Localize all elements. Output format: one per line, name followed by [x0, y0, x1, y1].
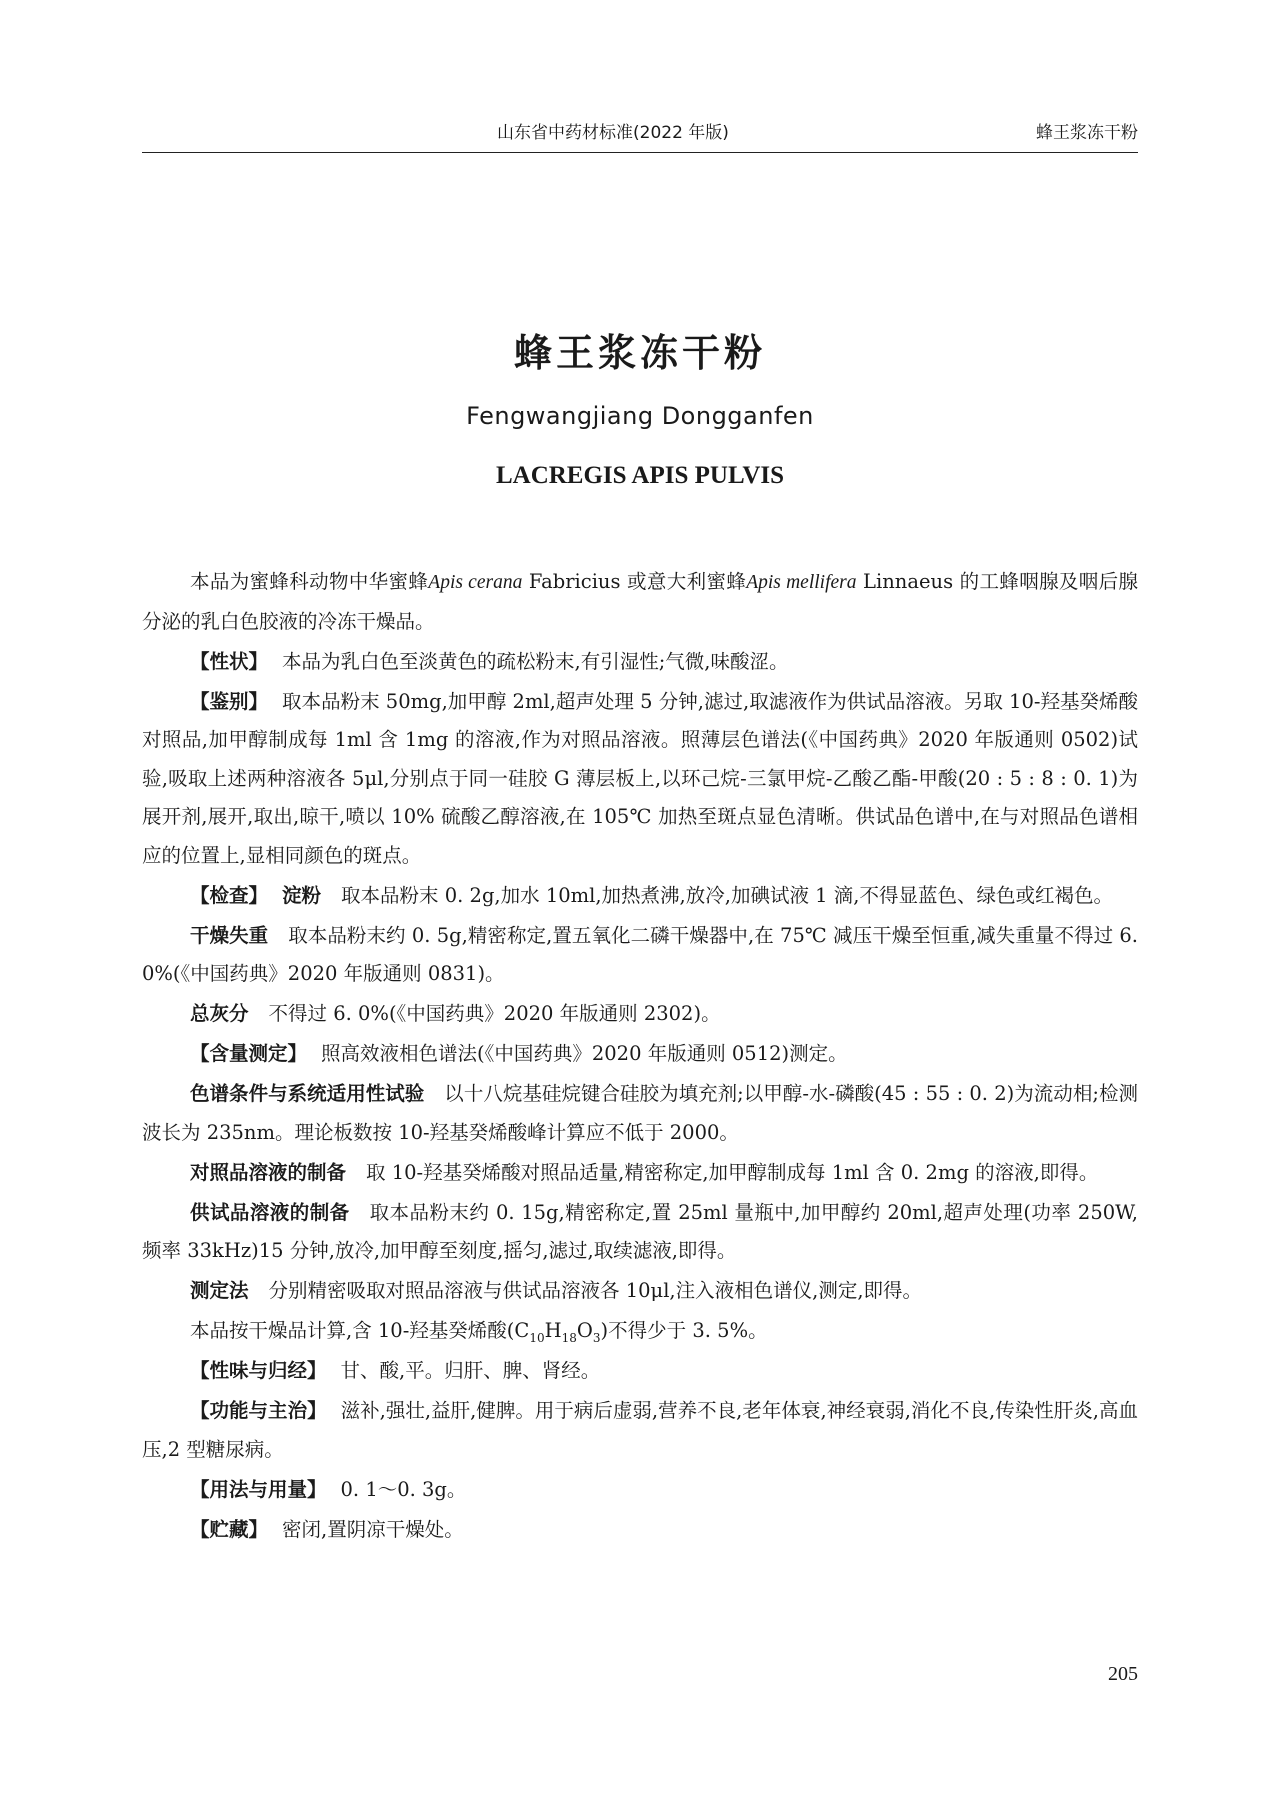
running-header [142, 108, 1138, 153]
section-label: 【检查】 [190, 883, 269, 907]
pinyin-name: Fengwangjiang Dongganfen [466, 402, 814, 430]
subsection-label: 对照品溶液的制备 [190, 1160, 347, 1184]
intro-paragraph: 本品为蜜蜂科动物中华蜜蜂Apis cerana Fabricius 或意大利蜜蜂Apis mellifera Linnaeus 的工蜂咽腺及咽后腺分泌的乳白色胶液的冷冻干燥品。 [142, 570, 1138, 633]
species-name: Apis cerana [428, 572, 523, 593]
section-label: 【贮藏】 [190, 1517, 269, 1541]
subsection-label: 总灰分 [190, 1002, 249, 1025]
inspection-section: 【检查】 淀粉 取本品粉末 0. 2g,加水 10ml,加热煮沸,放冷,加碘试液 1 滴,不得显蓝色、绿色或红褐色。 [190, 883, 1113, 907]
entry-name: 蜂王浆冻干粉 [1036, 123, 1138, 143]
book-title: 山东省中药材标准(2022 年版) [497, 123, 729, 143]
subsection-label: 干燥失重 [190, 923, 269, 947]
section-label: 【用法与用量】 [190, 1477, 327, 1501]
assay-section: 【含量测定】 照高效液相色谱法(《中国药典》2020 年版通则 0512)测定。 [190, 1042, 848, 1065]
loss-on-drying: 干燥失重 取本品粉末约 0. 5g,精密称定,置五氧化二磷干燥器中,在 75℃ 减压干燥至恒重,减失重量不得过 6. 0%(《中国药典》2020 年版通则 0831)。 [142, 923, 1138, 985]
latin-name: LACREGIS APIS PULVIS [495, 462, 785, 489]
section-label: 【含量测定】 [190, 1042, 308, 1065]
subsection-label: 淀粉 [282, 883, 322, 907]
subsection-label: 供试品溶液的制备 [190, 1200, 350, 1224]
description-section: 【性状】 本品为乳白色至淡黄色的疏松粉末,有引湿性;气微,味酸涩。 [190, 649, 789, 673]
subsection-label: 色谱条件与系统适用性试验 [190, 1082, 425, 1105]
section-label: 【性状】 [190, 649, 269, 673]
function-section: 【功能与主治】 滋补,强壮,益肝,健脾。用于病后虚弱,营养不良,老年体衰,神经衰弱,消化不良,传染性肝炎,高血压,2 型糖尿病。 [142, 1399, 1138, 1461]
section-label: 【性味与归经】 [190, 1359, 327, 1382]
subsection-label: 测定法 [190, 1279, 249, 1302]
usage-section: 【用法与用量】 0. 1～0. 3g。 [190, 1477, 467, 1501]
total-ash: 总灰分 不得过 6. 0%(《中国药典》2020 年版通则 2302)。 [190, 1002, 721, 1025]
page-title: 蜂王浆冻干粉 [513, 331, 766, 375]
species-name: Apis mellifera [746, 572, 857, 593]
nature-section: 【性味与归经】 甘、酸,平。归肝、脾、肾经。 [190, 1359, 601, 1382]
section-label: 【功能与主治】 [190, 1399, 327, 1422]
reference-solution: 对照品溶液的制备 取 10-羟基癸烯酸对照品适量,精密称定,加甲醇制成每 1ml 含 0. 2mg 的溶液,即得。 [190, 1160, 1099, 1184]
content-limit: 本品按干燥品计算,含 10-羟基癸烯酸$(C_{10}H_{18}O_3)$不得少于 3. 5%。 [190, 1319, 768, 1345]
page-number: 205 [1108, 1663, 1138, 1685]
monograph-body [142, 563, 1138, 1551]
procedure: 测定法 分别精密吸取对照品溶液与供试品溶液各 10μl,注入液相色谱仪,测定,即得。 [190, 1279, 923, 1302]
identification-section: 【鉴别】 取本品粉末 50mg,加甲醇 2ml,超声处理 5 分钟,滤过,取滤液作为供试品溶液。另取 10-羟基癸烯酸对照品,加甲醇制成每 1ml 含 1mg 的溶液,作为对照品溶液。照薄层色谱法(《中国药典》2020 年版通则 0502)试验,吸取上述两种溶液各 5μl,分别点于同一硅胶 G 薄层板上,以环己烷-三氯甲烷-乙酸乙酯-甲酸(20 : 5 : 8 : 0. 1)为展开剂,展开,取出,晾干,喷以 10% 硫酸乙醇溶液,在 105℃ 加热至斑点显色清晰。供试品色谱中,在与对照品色谱相应的位置上,显相同颜色的斑点。 [142, 689, 1138, 867]
test-solution: 供试品溶液的制备 取本品粉末约 0. 15g,精密称定,置 25ml 量瓶中,加甲醇约 20ml,超声处理(功率 250W,频率 33kHz)15 分钟,放冷,加甲醇至刻度,摇匀,滤过,取续滤液,即得。 [142, 1200, 1138, 1262]
storage-section: 【贮藏】 密闭,置阴凉干燥处。 [190, 1517, 464, 1541]
chromatographic-conditions: 色谱条件与系统适用性试验 以十八烷基硅烷键合硅胶为填充剂;以甲醇-水-磷酸(45 : 55 : 0. 2)为流动相;检测波长为 235nm。理论板数按 10-羟基癸烯酸峰计算应不低于 2000。 [142, 1082, 1138, 1144]
section-label: 【鉴别】 [190, 689, 269, 713]
